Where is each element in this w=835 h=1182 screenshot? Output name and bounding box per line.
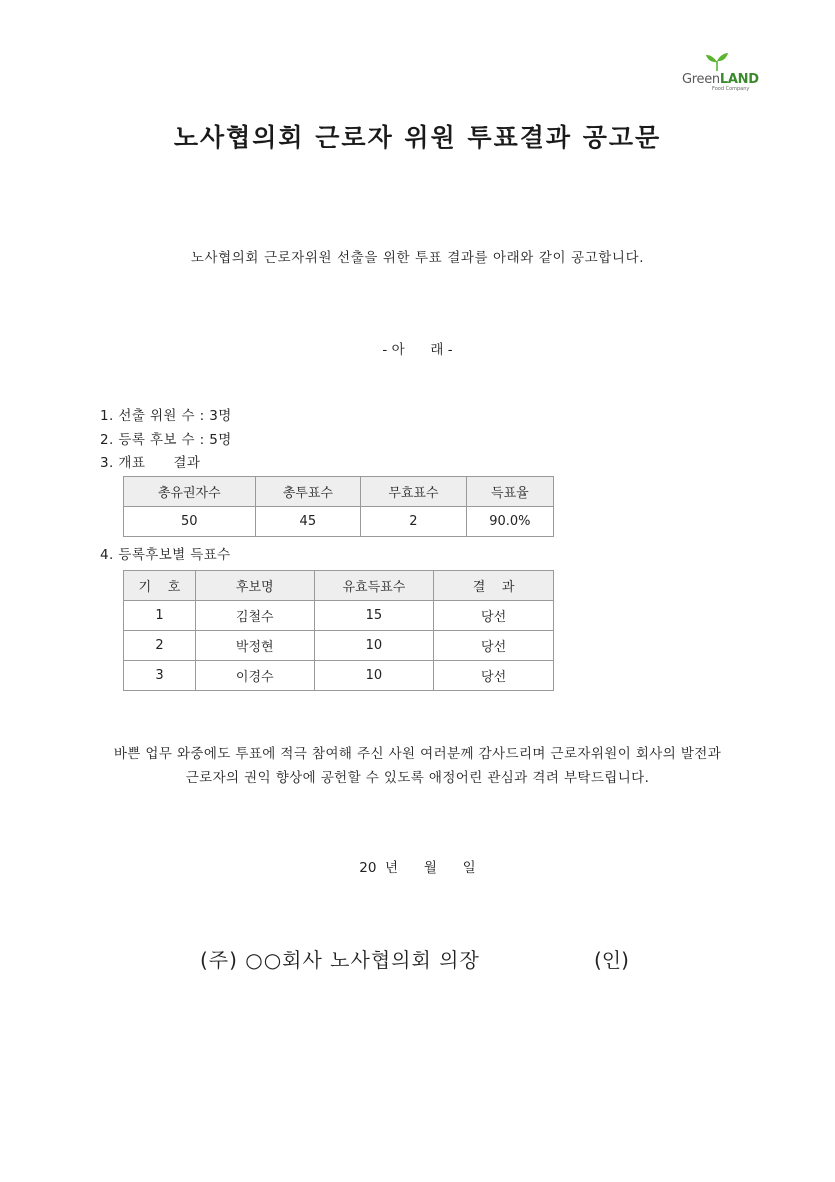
- header-result: 결 과: [434, 571, 554, 601]
- page-title: 노사협의회 근로자 위원 투표결과 공고문: [173, 123, 662, 152]
- header-valid-votes: 유효득표수: [314, 571, 434, 601]
- cell-valid-votes: 15: [314, 601, 434, 631]
- header-total-voters: 총유권자수: [124, 477, 256, 507]
- cell-candidate-name: 김철수: [195, 601, 314, 631]
- signature-line: (주) ○○회사 노사협의회 의장: [200, 948, 480, 972]
- logo-wordmark: [682, 72, 759, 87]
- closing-paragraph: [0, 742, 835, 790]
- cell-valid-votes: 10: [314, 631, 434, 661]
- header-candidate-name: 후보명: [195, 571, 314, 601]
- item-candidate-votes: 4. 등록후보별 득표수: [100, 547, 231, 563]
- logo-wordmark-green: Green: [682, 72, 720, 87]
- table-row: [124, 631, 554, 661]
- intro-text: 노사협의회 근로자위원 선출을 위한 투표 결과를 아래와 같이 공고합니다.: [190, 250, 645, 266]
- logo-subtitle: Food Company: [712, 86, 750, 92]
- header-total-votes: 총투표수: [255, 477, 361, 507]
- table-row: [124, 601, 554, 631]
- cell-turnout-rate: 90.0%: [466, 507, 553, 537]
- cell-candidate-name: 박정현: [195, 631, 314, 661]
- item-candidate-count: 2. 등록 후보 수 : 5명: [100, 432, 232, 448]
- table-header-row: [124, 571, 554, 601]
- table-row: [124, 661, 554, 691]
- vote-summary-table: [123, 476, 554, 537]
- closing-line-1: 바쁜 업무 와중에도 투표에 적극 참여해 주신 사원 여러분께 감사드리며 근로자위원이 회사의 발전과: [113, 746, 722, 762]
- seal-mark: (인): [594, 948, 629, 972]
- item-elected-count: 1. 선출 위원 수 : 3명: [100, 408, 232, 424]
- logo-wordmark-land: LAND: [719, 72, 759, 87]
- closing-line-2: 근로자의 권익 향상에 공헌할 수 있도록 애정어린 관심과 격려 부탁드립니다.: [185, 770, 650, 786]
- date-line: 20 년 월 일: [359, 860, 476, 876]
- table-header-row: [124, 477, 554, 507]
- cell-total-voters: 50: [124, 507, 256, 537]
- item-count-result: 3. 개표 결과: [100, 455, 201, 471]
- candidate-votes-table: [123, 570, 554, 691]
- cell-valid-votes: 10: [314, 661, 434, 691]
- header-invalid-votes: 무효표수: [361, 477, 467, 507]
- cell-number: 3: [124, 661, 196, 691]
- header-number: 기 호: [124, 571, 196, 601]
- cell-total-votes: 45: [255, 507, 361, 537]
- cell-result: 당선: [434, 631, 554, 661]
- cell-invalid-votes: 2: [361, 507, 467, 537]
- section-divider-label: - 아 래 -: [382, 342, 453, 358]
- cell-result: 당선: [434, 601, 554, 631]
- cell-number: 2: [124, 631, 196, 661]
- greenland-logo: [676, 52, 759, 92]
- table-row: [124, 507, 554, 537]
- leaf-icon: [705, 52, 729, 72]
- cell-result: 당선: [434, 661, 554, 691]
- cell-candidate-name: 이경수: [195, 661, 314, 691]
- header-turnout-rate: 득표율: [466, 477, 553, 507]
- cell-number: 1: [124, 601, 196, 631]
